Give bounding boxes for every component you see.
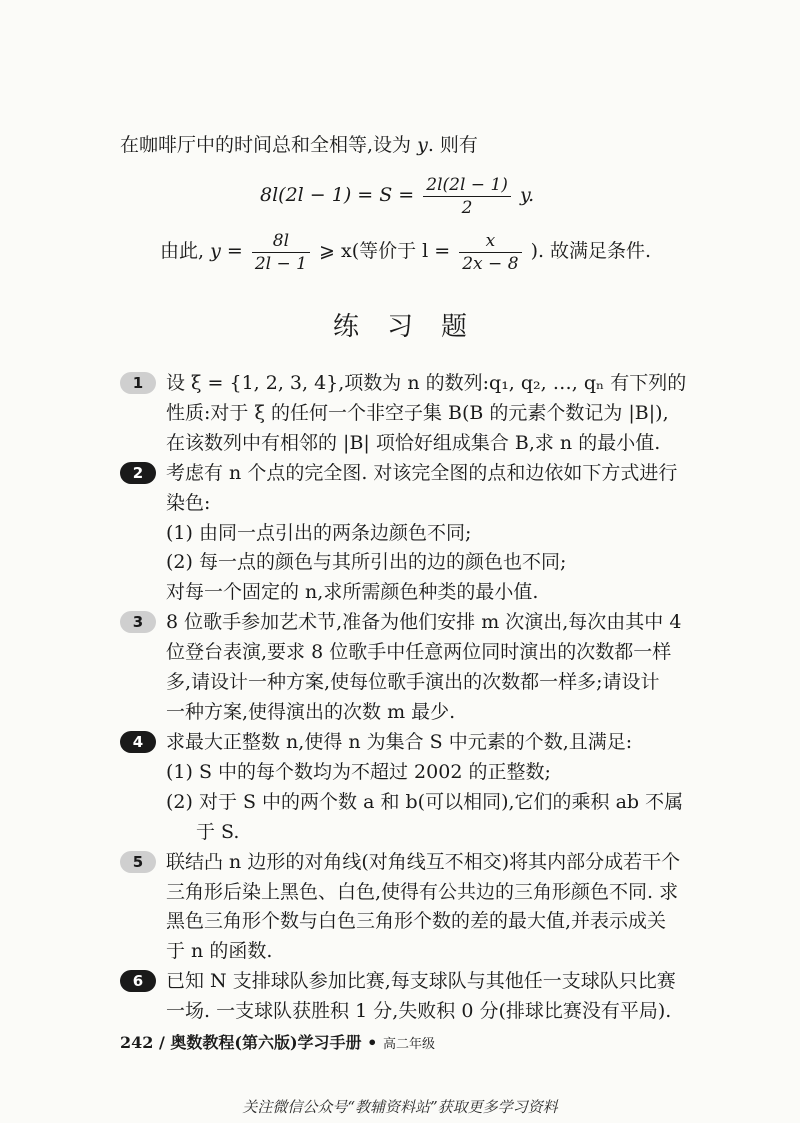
problem-5-line-1 bbox=[120, 849, 680, 875]
fraction-numerator: 2l(2l − 1) bbox=[423, 174, 511, 197]
equation-2-y: y = bbox=[210, 240, 243, 262]
watermark-text: 关注微信公众号“教辅资料站”获取更多学习资料 bbox=[242, 1098, 558, 1116]
page-number: 242 bbox=[120, 1033, 154, 1052]
fraction-numerator: 8l bbox=[252, 230, 310, 253]
fraction-numerator: x bbox=[459, 230, 521, 253]
problem-2-line-1 bbox=[120, 460, 677, 486]
problem-text: 已知 N 支排球队参加比赛,每支球队与其他任一支球队只比赛 bbox=[166, 970, 676, 992]
book-title: 奥数教程(第六版)学习手册 • bbox=[170, 1033, 378, 1052]
problem-text: 求最大正整数 n,使得 n 为集合 S 中元素的个数,且满足: bbox=[166, 731, 633, 753]
problem-2-line-5: 对每一个固定的 n,求所需颜色种类的最小值. bbox=[166, 581, 539, 603]
problem-3-line-4: 一种方案,使得演出的次数 m 最少. bbox=[166, 701, 456, 723]
problem-3-line-1 bbox=[120, 609, 681, 635]
problem-1-line-3: 在该数列中有相邻的 |B| 项恰好组成集合 B,求 n 的最小值. bbox=[166, 432, 661, 454]
problem-2-line-3: (1) 由同一点引出的两条边颜色不同; bbox=[166, 522, 472, 544]
section-heading: 练习题 bbox=[332, 312, 495, 342]
footer-separator: / bbox=[158, 1033, 165, 1052]
fraction-denominator: 2x − 8 bbox=[462, 253, 519, 274]
problem-4-line-1 bbox=[120, 729, 632, 755]
problem-5-line-3: 黑色三角形个数与白色三角形个数的差的最大值,并表示成关 bbox=[166, 910, 667, 932]
problem-6-line-1 bbox=[120, 968, 676, 994]
problem-text: 8 位歌手参加艺术节,准备为他们安排 m 次演出,每次由其中 4 bbox=[166, 611, 682, 633]
problem-number-badge: 3 bbox=[120, 611, 156, 633]
problem-3-line-2: 位登台表演,要求 8 位歌手中任意两位同时演出的次数都一样 bbox=[166, 641, 672, 663]
intro-line1: 在咖啡厅中的时间总和全相等,设为 bbox=[120, 134, 412, 156]
equation-2 bbox=[160, 226, 651, 276]
problem-text: 设 ξ = {1, 2, 3, 4},项数为 n 的数列:q₁, q₂, …, qₙ 有下列的 bbox=[166, 372, 687, 394]
equation-2-tail: ). 故满足条件. bbox=[530, 240, 652, 262]
problem-1-line-1 bbox=[120, 370, 686, 396]
problem-3-line-3: 多,请设计一种方案,使每位歌手演出的次数都一样多;请设计 bbox=[166, 671, 660, 693]
problem-2-line-4: (2) 每一点的颜色与其所引出的边的颜色也不同; bbox=[166, 551, 567, 573]
fraction-denominator: 2 bbox=[461, 197, 473, 218]
fraction-denominator: 2l − 1 bbox=[254, 253, 307, 274]
intro-text bbox=[120, 132, 478, 158]
problem-6-line-2: 一场. 一支球队获胜积 1 分,失败积 0 分(排球比赛没有平局). bbox=[166, 1000, 672, 1022]
equation-2-mid: ⩾ x(等价于 l = bbox=[319, 240, 451, 262]
problem-2-line-2: 染色: bbox=[166, 492, 211, 514]
problem-number-badge: 1 bbox=[120, 372, 156, 394]
equation-1-tail: y. bbox=[519, 184, 535, 206]
equation-1-left: 8l(2l − 1) = S = bbox=[260, 184, 415, 206]
problem-4-line-3: (2) 对于 S 中的两个数 a 和 b(可以相同),它们的乘积 ab 不属 bbox=[166, 791, 684, 813]
problem-1-line-2: 性质:对于 ξ 的任何一个非空子集 B(B 的元素个数记为 |B|), bbox=[166, 402, 669, 424]
intro-var: y bbox=[417, 134, 428, 156]
problem-number-badge: 6 bbox=[120, 970, 156, 992]
equation-1-fraction bbox=[423, 174, 511, 219]
intro-line1-tail: . 则有 bbox=[427, 134, 478, 156]
equation-2-head: 由此, bbox=[160, 240, 205, 262]
problem-number-badge: 2 bbox=[120, 462, 156, 484]
problem-text: 考虑有 n 个点的完全图. 对该完全图的点和边依如下方式进行 bbox=[166, 462, 678, 484]
equation-2-fraction-2 bbox=[459, 230, 521, 275]
problem-4-line-2: (1) S 中的每个数均为不超过 2002 的正整数; bbox=[166, 761, 551, 783]
equation-1 bbox=[260, 170, 534, 220]
equation-2-fraction bbox=[252, 230, 310, 275]
page-footer bbox=[120, 1030, 435, 1053]
problem-number-badge: 5 bbox=[120, 851, 156, 873]
problem-text: 联结凸 n 边形的对角线(对角线互不相交)将其内部分成若干个 bbox=[166, 851, 681, 873]
problem-5-line-4: 于 n 的函数. bbox=[166, 940, 273, 962]
grade-label: 高二年级 bbox=[382, 1037, 435, 1052]
problem-4-line-4: 于 S. bbox=[196, 821, 240, 843]
problem-5-line-2: 三角形后染上黑色、白色,使得有公共边的三角形颜色不同. 求 bbox=[166, 881, 679, 903]
problem-number-badge: 4 bbox=[120, 731, 156, 753]
